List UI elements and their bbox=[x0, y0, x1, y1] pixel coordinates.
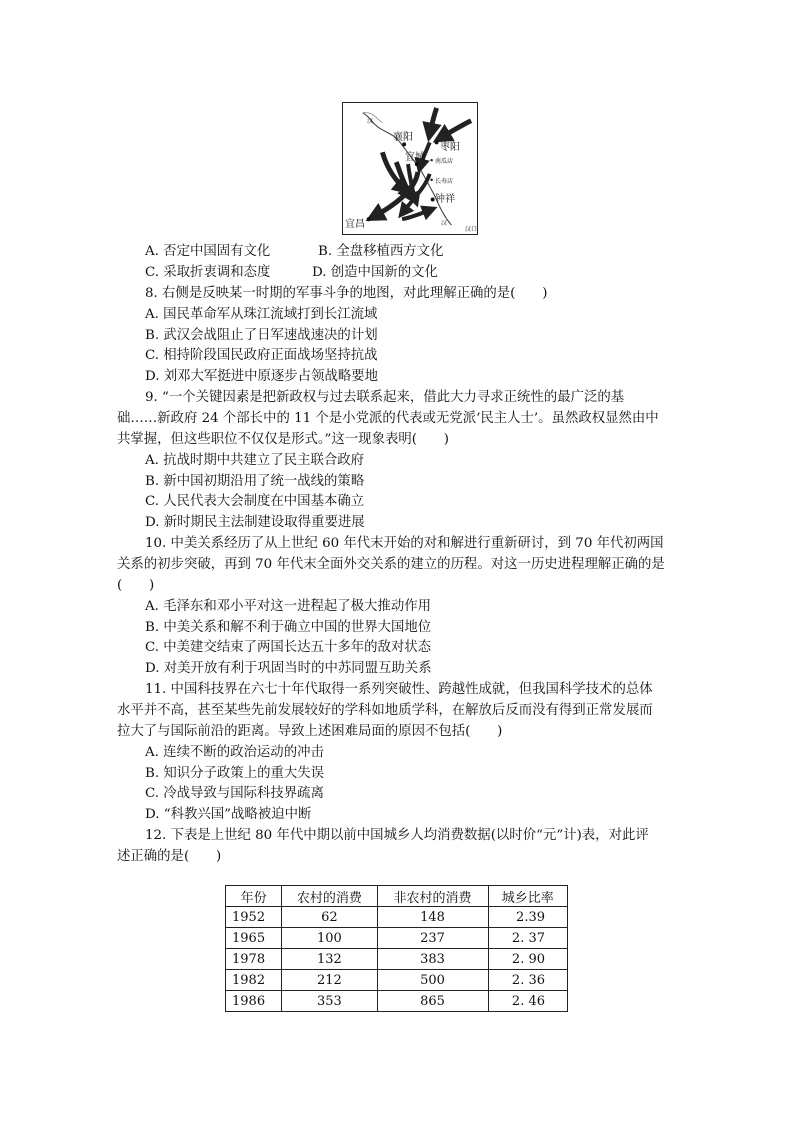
cell-nonrural: 865 bbox=[377, 991, 488, 1012]
cell-ratio: 2. 37 bbox=[488, 928, 567, 949]
q8-option-d: D. 刘邓大军挺进中原逐步占领战略要地 bbox=[145, 369, 379, 384]
cell-ratio: 2. 36 bbox=[488, 970, 567, 991]
table-header-row bbox=[226, 886, 568, 907]
cell-year: 1978 bbox=[226, 949, 282, 970]
q8-stem: 8. 右侧是反映某一时期的军事斗争的地图，对此理解正确的是( ) bbox=[145, 286, 548, 301]
q11-option-a: A. 连续不断的政治运动的冲击 bbox=[145, 745, 324, 760]
arrow-northeast bbox=[440, 121, 472, 139]
q11-option-c: C. 冷战导致与国际科技界疏离 bbox=[145, 786, 324, 801]
q9-stem-line3: 共掌握，但这些职位不仅仅是形式。”这一现象表明( ) bbox=[117, 432, 449, 447]
cell-year: 1986 bbox=[226, 991, 282, 1012]
table-row bbox=[226, 907, 568, 928]
cell-nonrural: 148 bbox=[377, 907, 488, 928]
cell-ratio: 2. 46 bbox=[488, 991, 567, 1012]
map-drawing bbox=[343, 103, 477, 234]
cell-nonrural: 383 bbox=[377, 949, 488, 970]
yichang-label: 宜昌 bbox=[345, 219, 365, 230]
q9-option-a: A. 抗战时期中共建立了民主联合政府 bbox=[145, 453, 365, 468]
q8-option-a: A. 国民革命军从珠江流域打到长江流域 bbox=[145, 307, 378, 322]
cell-year: 1952 bbox=[226, 907, 282, 928]
zaoyang-dot bbox=[435, 140, 439, 144]
header-nonrural: 非农村的消费 bbox=[377, 886, 488, 907]
hankou-label: 汉口 bbox=[465, 226, 478, 233]
q10-option-b: B. 中美关系和解不利于确立中国的世界大国地位 bbox=[145, 620, 432, 635]
cell-rural: 100 bbox=[282, 928, 377, 949]
header-year: 年份 bbox=[226, 886, 282, 907]
yichang-dot bbox=[367, 217, 371, 221]
cell-ratio: 2. 90 bbox=[488, 949, 567, 970]
header-ratio: 城乡比率 bbox=[488, 886, 567, 907]
table-row bbox=[226, 928, 568, 949]
q11-stem-line2: 水平并不高，甚至某些先前发展较好的学科如地质学科，在解放后反而没有得到正常发展而 bbox=[117, 703, 653, 718]
yicheng-label: 宜城 bbox=[405, 152, 425, 163]
q9-option-c: C. 人民代表大会制度在中国基本确立 bbox=[145, 494, 365, 509]
q11-stem-line3: 拉大了与国际前沿的距离。导致上述困难局面的原因不包括( ) bbox=[117, 724, 503, 739]
q7-option-b: B. 全盘移植西方文化 bbox=[318, 244, 444, 259]
military-map bbox=[342, 102, 478, 235]
han-label-top: 汉 bbox=[367, 118, 374, 125]
q10-stem-line1: 10. 中美关系经历了从上世纪 60 年代末开始的对和解进行重新研讨，到 70 年代初两国 bbox=[145, 536, 664, 551]
q7-option-d: D. 创造中国新的文化 bbox=[312, 265, 438, 280]
zhongxiang-label: 钟祥 bbox=[435, 194, 455, 205]
zaoyang-label: 枣阳 bbox=[440, 142, 460, 153]
cell-nonrural: 500 bbox=[377, 970, 488, 991]
nangua-label: 南瓜店 bbox=[435, 158, 454, 165]
q12-stem-line2: 述正确的是( ) bbox=[117, 849, 222, 864]
cell-year: 1965 bbox=[226, 928, 282, 949]
q10-option-a: A. 毛泽东和邓小平对这一进程起了极大推动作用 bbox=[145, 599, 431, 614]
q10-option-d: D. 对美开放有利于巩固当时的中苏同盟互助关系 bbox=[145, 661, 432, 676]
cell-rural: 212 bbox=[282, 970, 377, 991]
arrow-north bbox=[430, 108, 437, 135]
q11-option-b: B. 知识分子政策上的重大失误 bbox=[145, 766, 325, 781]
q12-stem-line1: 12. 下表是上世纪 80 年代中期以前中国城乡人均消费数据(以时价“元”计)表，对此评 bbox=[145, 828, 649, 843]
xiangyang-label: 襄阳 bbox=[393, 132, 413, 143]
q9-stem-line1: 9. “一个关键因素是把新政权与过去联系起来，借此大力寻求正统性的最广泛的基 bbox=[145, 390, 625, 405]
han-label-bottom: 汉 bbox=[441, 220, 448, 227]
changshou-label: 长寿店 bbox=[435, 178, 454, 185]
q9-option-b: B. 新中国初期沿用了统一战线的策略 bbox=[145, 474, 365, 489]
q11-stem-line1: 11. 中国科技界在六七十年代取得一系列突破性、跨越性成就，但我国科学技术的总体 bbox=[145, 682, 653, 697]
q10-stem-line3: ( ) bbox=[117, 578, 155, 593]
table-row bbox=[226, 991, 568, 1012]
q10-option-c: C. 中美建交结束了两国长达五十多年的敌对状态 bbox=[145, 640, 432, 655]
cell-rural: 62 bbox=[282, 907, 377, 928]
header-rural: 农村的消费 bbox=[282, 886, 377, 907]
cell-ratio: 2.39 bbox=[488, 907, 567, 928]
consumption-table bbox=[225, 885, 568, 1012]
q8-option-b: B. 武汉会战阻止了日军速战速决的计划 bbox=[145, 328, 378, 343]
table-row bbox=[226, 949, 568, 970]
cell-year: 1982 bbox=[226, 970, 282, 991]
q8-option-c: C. 相持阶段国民政府正面战场坚持抗战 bbox=[145, 348, 378, 363]
table-row bbox=[226, 970, 568, 991]
q7-option-c: C. 采取折衷调和态度 bbox=[145, 265, 271, 280]
cell-rural: 353 bbox=[282, 991, 377, 1012]
cell-nonrural: 237 bbox=[377, 928, 488, 949]
q7-option-a: A. 否定中国固有文化 bbox=[145, 244, 271, 259]
q10-stem-line2: 关系的初步突破，再到 70 年代末全面外交关系的建立的历程。对这一历史进程理解正确的是 bbox=[117, 557, 665, 572]
q9-stem-line2: 础……新政府 24 个部长中的 11 个是小党派的代表或无党派‘民主人士’。虽然政权显然由中 bbox=[117, 411, 659, 426]
q9-option-d: D. 新时期民主法制建设取得重要进展 bbox=[145, 515, 365, 530]
cell-rural: 132 bbox=[282, 949, 377, 970]
q11-option-d: D. “科教兴国”战略被迫中断 bbox=[145, 807, 312, 822]
